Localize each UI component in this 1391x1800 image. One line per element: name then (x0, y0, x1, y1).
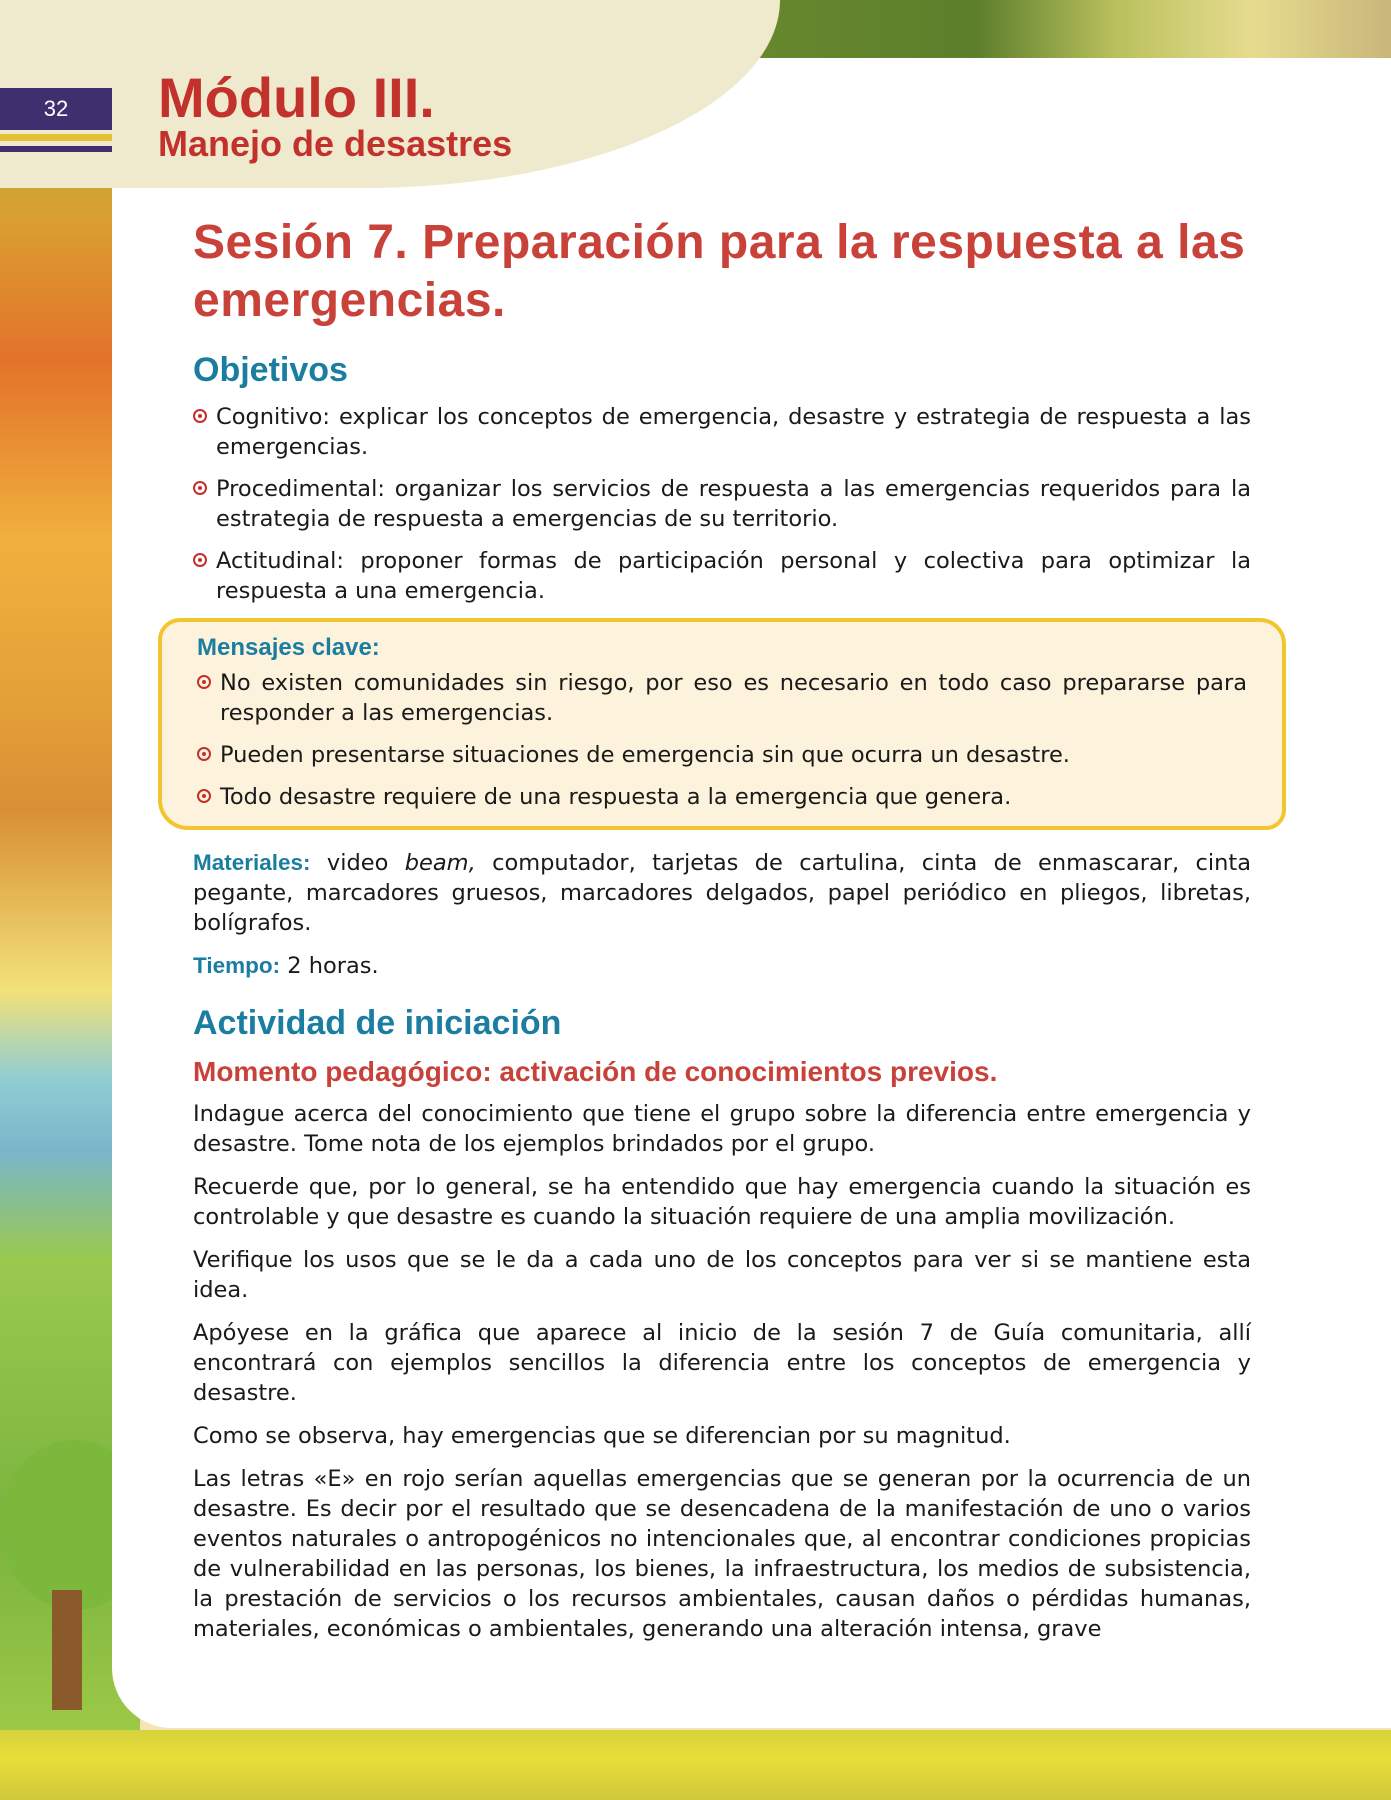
materials-text-1: video (326, 850, 389, 876)
objective-item (193, 546, 1251, 606)
activity-subheading: Momento pedagógico: activación de conocimientos previos. (193, 1056, 998, 1087)
bullet-icon (197, 747, 211, 761)
materials-paragraph (193, 848, 1251, 938)
key-message-item (197, 782, 1247, 812)
key-messages-box (158, 618, 1286, 830)
time-value: 2 horas. (287, 953, 379, 979)
objective-text: Procedimental: organizar los servicios de respuesta a las emergencias requeridos para la estrategia de respuesta a emergencias de su territorio. (216, 476, 1251, 532)
main-content (193, 210, 1251, 1657)
bullet-icon (193, 481, 207, 495)
bullet-icon (197, 789, 211, 803)
tree-trunk-illustration (52, 1590, 82, 1710)
activity-heading: Actividad de iniciación (193, 1004, 562, 1042)
time-paragraph (193, 951, 1251, 981)
page-number: 32 (43, 96, 69, 121)
objective-item (193, 474, 1251, 534)
session-title: Sesión 7. Preparación para la respuesta a las emergencias. (193, 216, 1246, 327)
time-label: Tiempo: (193, 953, 281, 978)
key-message-text: Pueden presentarse situaciones de emergencia sin que ocurra un desastre. (220, 742, 1070, 768)
activity-paragraph: Las letras «E» en rojo serían aquellas emergencias que se generan por la ocurrencia de un desastre. Es decir por el resultado que se desencadena de la manifestación de uno o varios eventos naturales o antropogénicos no intencionales que, al encontrar condiciones propicias de vulnerabilidad en las personas, los bienes, la infraestructura, los medios de subsistencia, la prestación de servicios o los recursos ambientales, causan daños o pérdidas humanas, materiales, económicas o ambientales, generando una alteración intensa, grave (193, 1466, 1251, 1642)
bullet-icon (193, 409, 207, 423)
activity-paragraph: Indague acerca del conocimiento que tiene el grupo sobre la diferencia entre emergencia y desastre. Tome nota de los ejemplos brindados por el grupo. (193, 1101, 1251, 1157)
objective-text: Cognitivo: explicar los conceptos de emergencia, desastre y estrategia de respuesta a las emergencias. (216, 404, 1251, 460)
bullet-icon (197, 675, 211, 689)
module-subtitle: Manejo de desastres (158, 123, 513, 164)
bullet-icon (193, 553, 207, 567)
key-message-text: No existen comunidades sin riesgo, por eso es necesario en todo caso prepararse para responder a las emergencias. (220, 670, 1247, 726)
activity-section (193, 1003, 1251, 1644)
illustration-bottom-grass (0, 1730, 1391, 1800)
activity-paragraph: Verifique los usos que se le da a cada uno de los conceptos para ver si se mantiene esta idea. (193, 1247, 1251, 1303)
materials-text-2: computador, tarjetas de cartulina, cinta de enmascarar, cinta pegante, marcadores gruesos, marcadores delgados, papel periódico en pliegos, libretas, bolígrafos. (193, 850, 1252, 936)
module-title: Módulo III. (158, 66, 435, 129)
materials-text-italic: beam, (404, 850, 476, 876)
objective-item (193, 402, 1251, 462)
activity-paragraph: Apóyese en la gráfica que aparece al inicio de la sesión 7 de Guía comunitaria, allí encontrará con ejemplos sencillos la diferencia entre los conceptos de emergencia y desastre. (193, 1320, 1251, 1406)
activity-paragraph: Recuerde que, por lo general, se ha entendido que hay emergencia cuando la situación es controlable y que desastre es cuando la situación requiere de una amplia movilización. (193, 1174, 1251, 1230)
illustration-top-trees (700, 0, 1391, 60)
key-message-item (197, 668, 1247, 728)
materials-label: Materiales: (193, 850, 311, 875)
header-stripe-purple (0, 146, 112, 152)
key-messages-heading: Mensajes clave: (197, 634, 380, 661)
objectives-heading: Objetivos (193, 351, 348, 389)
key-message-item (197, 740, 1247, 770)
objective-text: Actitudinal: proponer formas de participación personal y colectiva para optimizar la respuesta a una emergencia. (216, 548, 1251, 604)
key-message-text: Todo desastre requiere de una respuesta a la emergencia que genera. (220, 784, 1012, 810)
activity-paragraph: Como se observa, hay emergencias que se diferencian por su magnitud. (193, 1423, 1011, 1449)
header-stripe-yellow (0, 134, 112, 141)
